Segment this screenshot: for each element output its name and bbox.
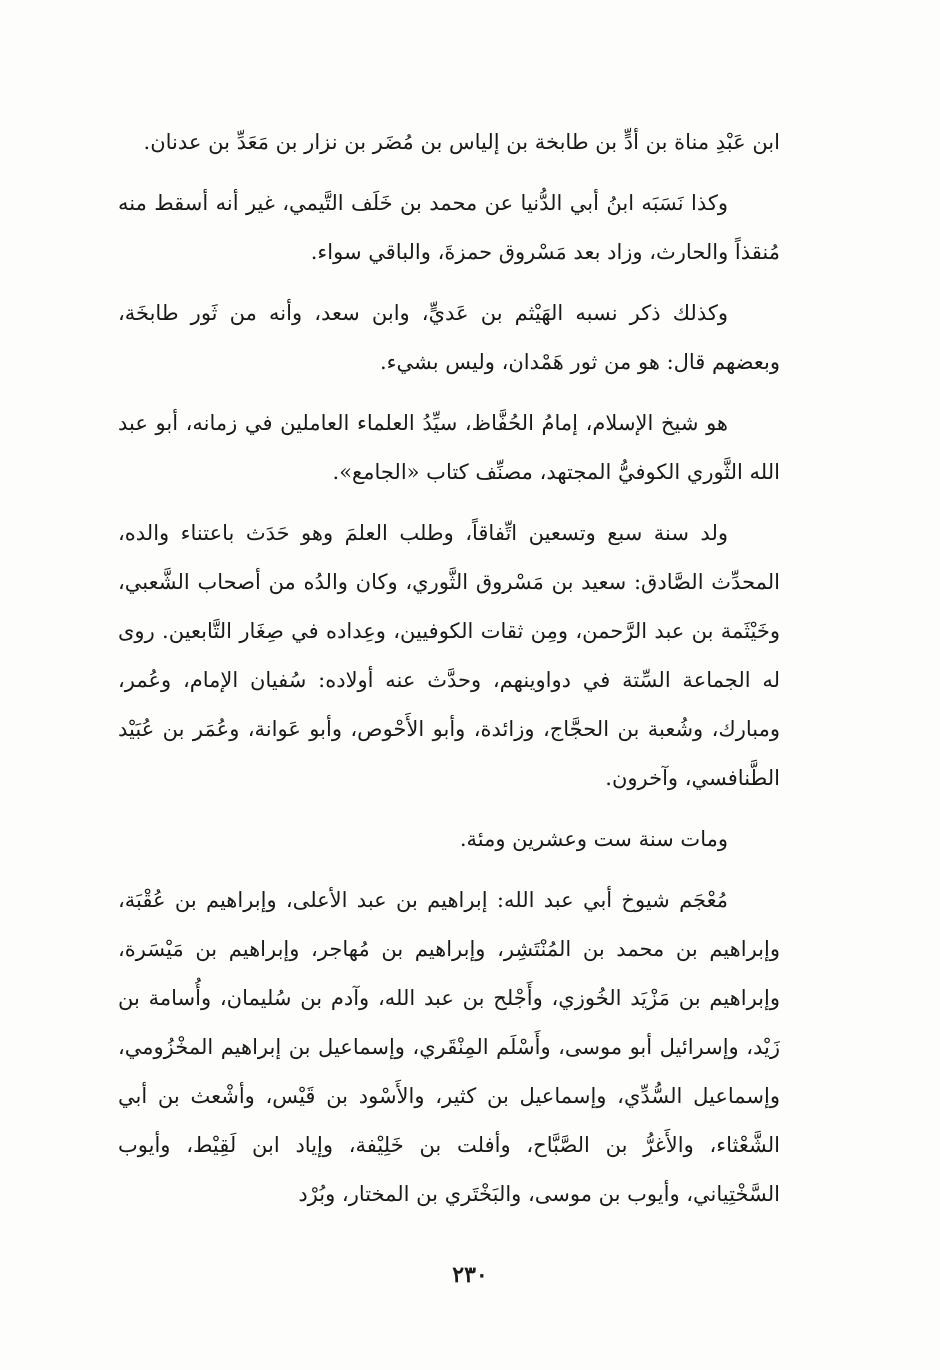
paragraph-lineage-continuation: ابن عَبْدِ مناة بن أدٍّ بن طابخة بن إلياس بن مُضَر بن نزار بن مَعَدِّ بن عدنان. xyxy=(143,130,780,154)
paragraph-ibn-abi-dunya-lineage: وكذا نَسَبَه ابنُ أبي الدُّنيا عن محمد بن خَلَف التَّيمي، غير أنه أسقط منه مُنقذاً والحارث، وزاد بعد مَسْروق حمزةَ، والباقي سواء. xyxy=(118,191,780,264)
paragraph-teachers-list: مُعْجَم شيوخ أبي عبد الله: إبراهيم بن عبد الأعلى، وإبراهيم بن عُقْبَة، وإبراهيم بن محمد بن المُنْتَشِر، وإبراهيم بن مُهاجر، وإبراهيم بن مَيْسَرة، وإبراهيم بن مَزْيَد الخُوزي، وأَجْلح بن عبد الله، وآدم بن سُليمان، وأُسامة بن زَيْد، وإسرائيل أبو موسى، وأَسْلَم المِنْقَري، وإسماعيل بن إبراهيم المخْزُومي، وإسماعيل السُّدِّي، وإسماعيل بن كثير، والأَسْود بن قَيْس، وأشْعث بن أبي الشَّعْثاء، والأَغرُّ بن الصَّبَّاح، وأفلت بن خَلِيْفة، وإياد ابن لَقِيْط، وأيوب السَّخْتِياني، وأيوب بن موسى، والبَخْتَري بن المختار، وبُرْد xyxy=(118,888,780,1206)
paragraph-biography-intro: هو شيخ الإسلام، إمامُ الحُفَّاظ، سيِّدُ العلماء العاملين في زمانه، أبو عبد الله الثَّوري الكوفيُّ المجتهد، مصنِّف كتاب «الجامع». xyxy=(118,411,780,484)
paragraph-birth-and-father: ولد سنة سبع وتسعين اتِّفاقاً، وطلب العلمَ وهو حَدَث باعتناء والده، المحدِّث الصَّادق: سعيد بن مَسْروق الثَّوري، وكان والدُه من أصحاب الشَّعبي، وخَيْثَمة بن عبد الرَّحمن، ومِن ثقات الكوفيين، وعِداده في صِغَار التَّابعين. روى له الجماعة السِّتة في دواوينهم، وحدَّث عنه أولاده: سُفيان الإمام، وعُمر، ومبارك، وشُعبة بن الحجَّاج، وزائدة، وأبو الأَحْوص، وأبو عَوانة، وعُمَر بن عُبَيْد الطَّنافسي، وآخرون. xyxy=(118,521,780,790)
paragraph-death-year: ومات سنة ست وعشرين ومئة. xyxy=(459,827,728,851)
page-body xyxy=(118,118,780,1231)
paragraph-haytham-lineage: وكذلك ذكر نسبه الهَيْثم بن عَديٍّ، وابن سعد، وأنه من ثَور طابخَة، وبعضهم قال: هو من ثور هَمْدان، وليس بشيء. xyxy=(118,301,780,374)
page-number: ٢٣٠ xyxy=(452,1262,488,1288)
